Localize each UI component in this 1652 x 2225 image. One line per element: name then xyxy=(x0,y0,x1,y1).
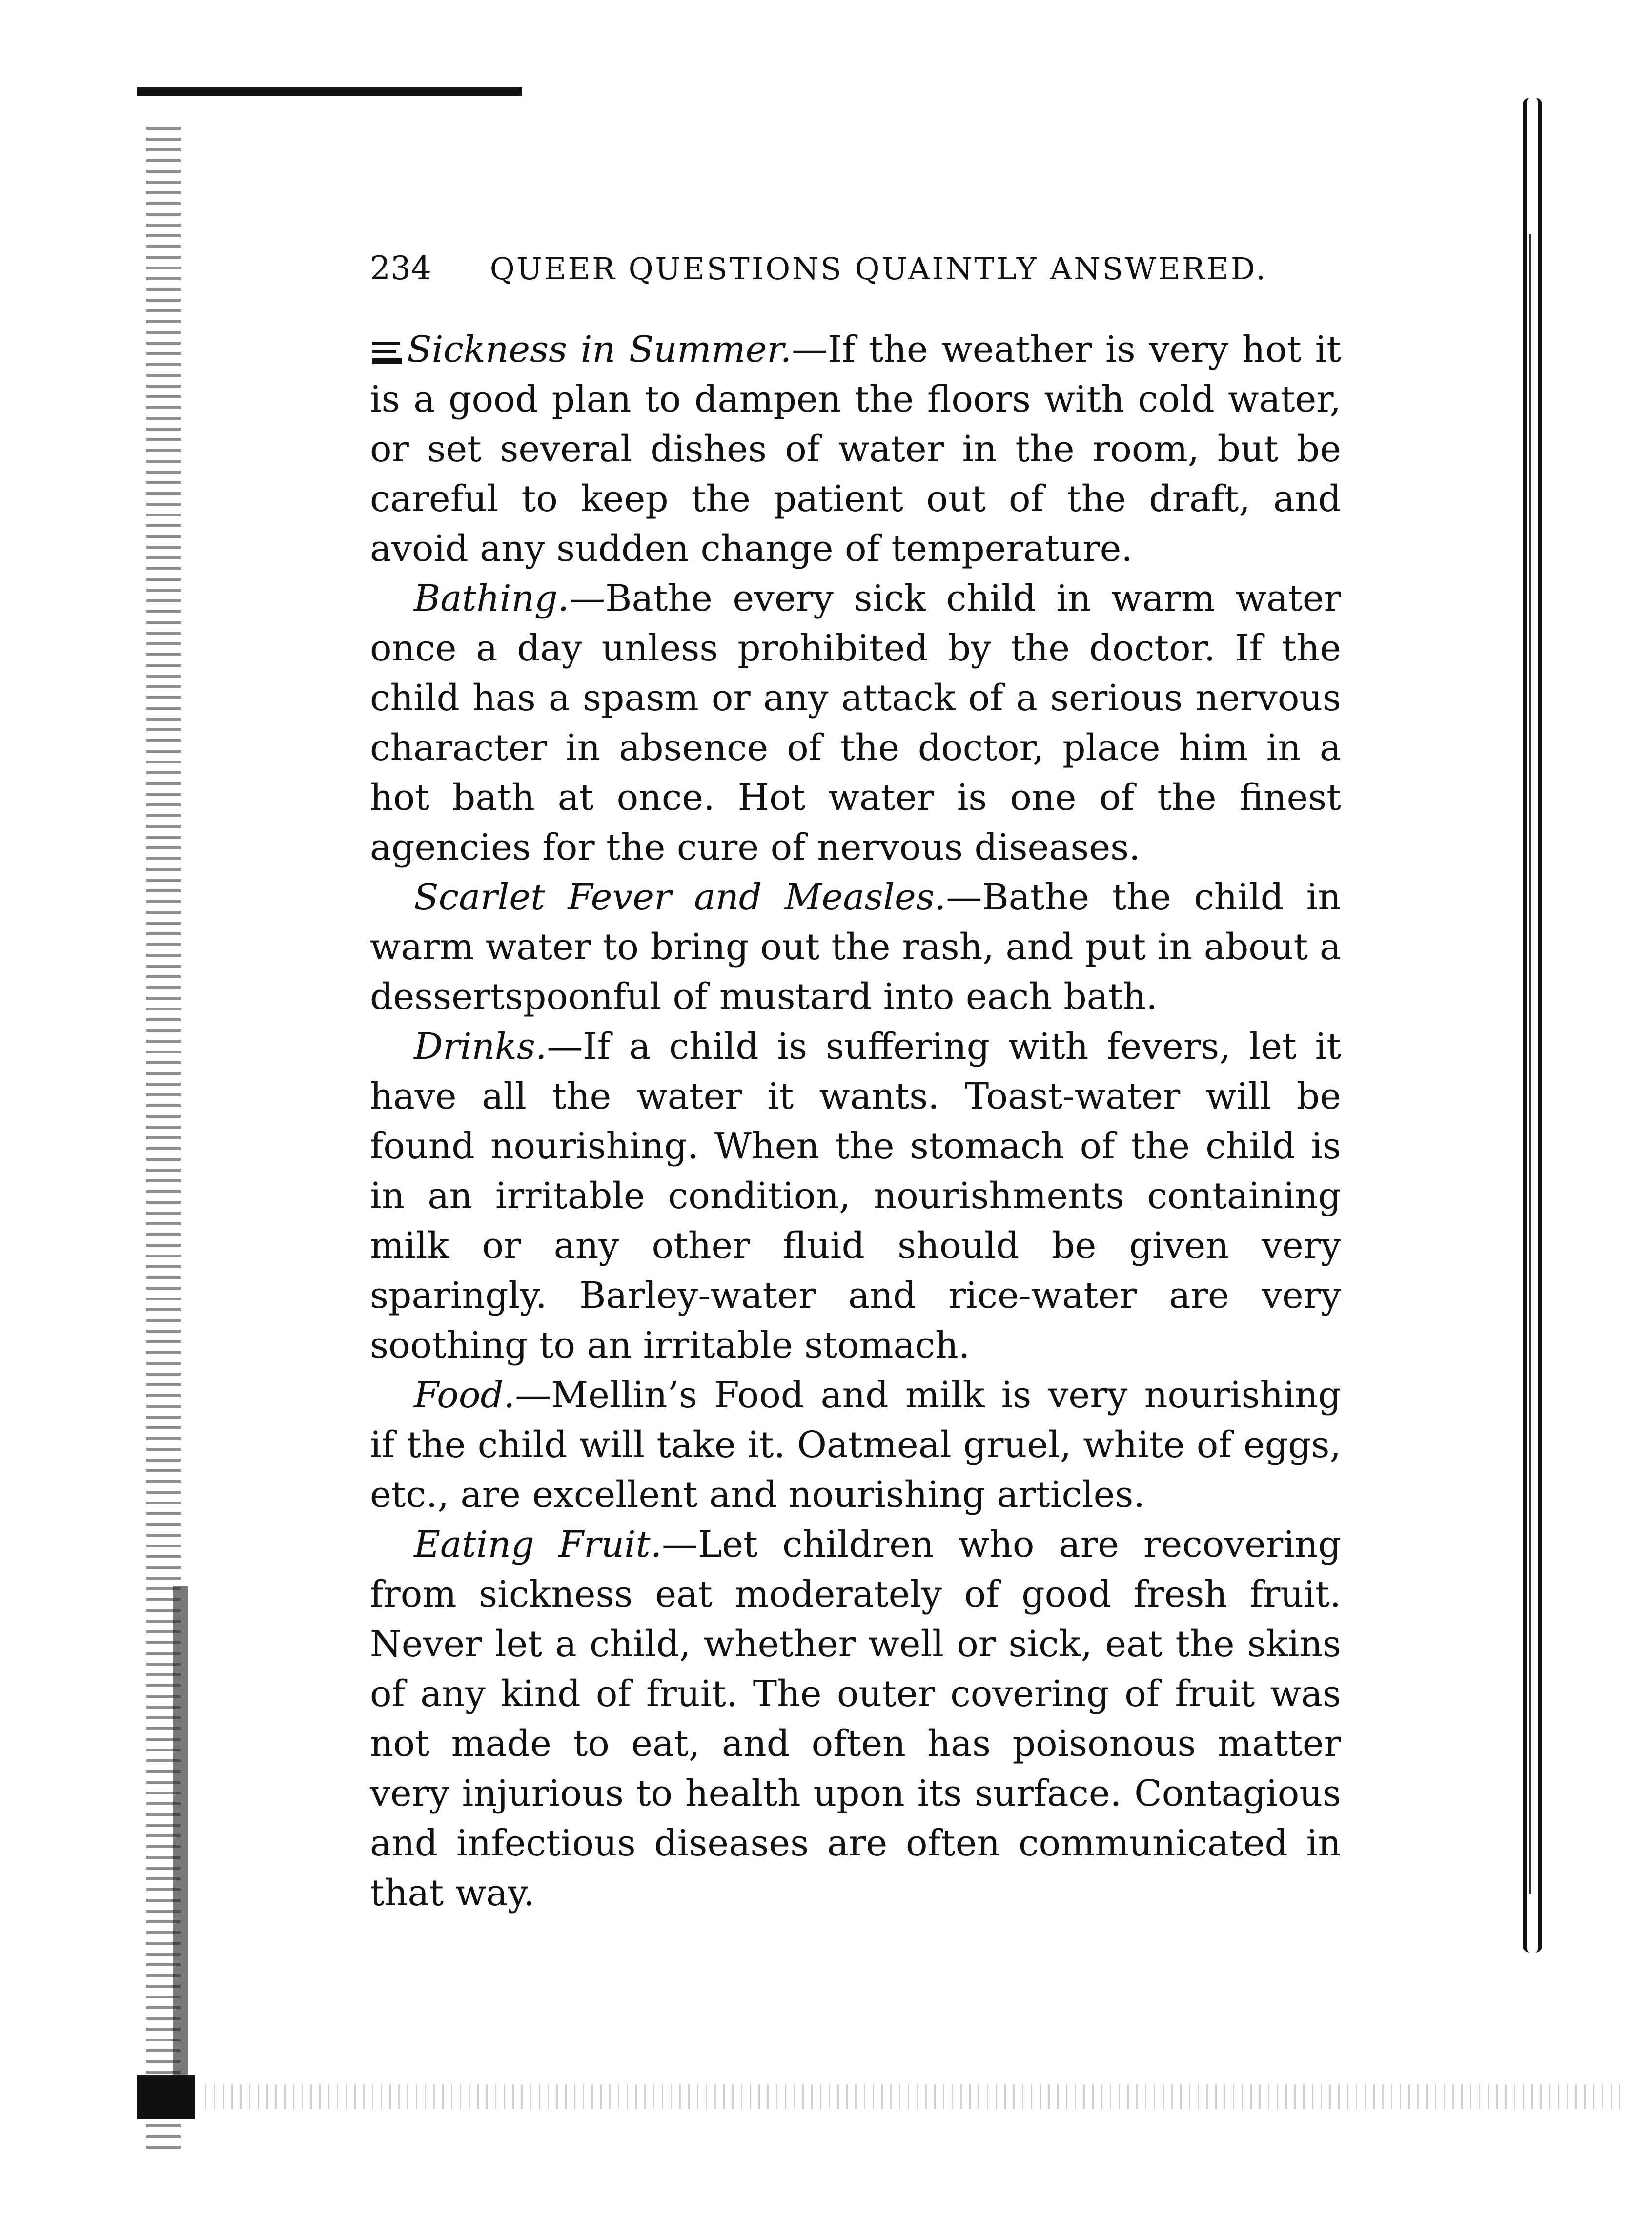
page-body xyxy=(370,325,1341,1918)
paragraph-heading: Food. xyxy=(414,1374,515,1416)
book-binding-edge xyxy=(1523,98,1542,1953)
scan-left-edge-shadow xyxy=(173,1586,188,2099)
paragraph-text: —Bathe every sick child in warm water once a day unless prohibited by the doctor. If the child has a spasm or any attack of a serious nervous character in absence of the doctor, place him in a hot bath at once. Hot water is one of the finest agencies for the cure of nervous diseases. xyxy=(370,577,1341,868)
paragraph-heading: Bathing. xyxy=(414,577,570,619)
scan-top-rule xyxy=(137,87,522,96)
paragraph-text: —Mellin’s Food and milk is very nourishing if the child will take it. Oatmeal gruel, white of eggs, etc., are excellent and nourishing articles. xyxy=(370,1374,1341,1516)
paragraph-scarlet-fever xyxy=(370,872,1341,1022)
paragraph-text: —If the weather is very hot it is a good plan to dampen the floors with cold water, or set several dishes of water in the room, but be careful to keep the patient out of the draft, and avoid any sudden change of temperature. xyxy=(370,329,1341,570)
paragraph-heading: Scarlet Fever and Measles. xyxy=(414,876,946,918)
paragraph-mark-icon xyxy=(370,338,404,367)
paragraph-text: —If a child is suffering with fevers, let it have all the water it wants. Toast-water will be found nourishing. When the stomach of the child is in an irritable condition, nourishments containing milk or any other fluid should be given very sparingly. Barley-water and rice-water are very soothing to an irritable stomach. xyxy=(370,1026,1341,1366)
paragraph-heading: Eating Fruit. xyxy=(414,1524,662,1566)
scan-bottom-blot xyxy=(137,2075,195,2119)
paragraph-eating-fruit xyxy=(370,1520,1341,1918)
paragraph-food xyxy=(370,1370,1341,1520)
paragraph-text: —Let children who are recovering from sickness eat moderately of good fresh fruit. Never let a child, whether well or sick, eat the skins of any kind of fruit. The outer covering of fruit was not made to eat, and often has poisonous matter very injurious to health upon its surface. Contagious and infectious diseases are often communicated in that way. xyxy=(370,1524,1341,1914)
paragraph-bathing xyxy=(370,574,1341,872)
paragraph-drinks xyxy=(370,1022,1341,1370)
paragraph-text: —Bathe the child in warm water to bring out the rash, and put in about a dessertspoonful of mustard into each bath. xyxy=(370,876,1341,1018)
paragraph-heading: Drinks. xyxy=(414,1026,547,1068)
paragraph-sickness-in-summer xyxy=(370,325,1341,574)
page-number: 234 xyxy=(370,249,431,287)
running-title: QUEER QUESTIONS QUAINTLY ANSWERED. xyxy=(489,251,1268,287)
paragraph-heading: Sickness in Summer. xyxy=(407,329,792,371)
running-header xyxy=(370,244,1346,293)
scan-bottom-dust xyxy=(205,2084,1620,2109)
book-binding-inner xyxy=(1529,234,1531,1894)
